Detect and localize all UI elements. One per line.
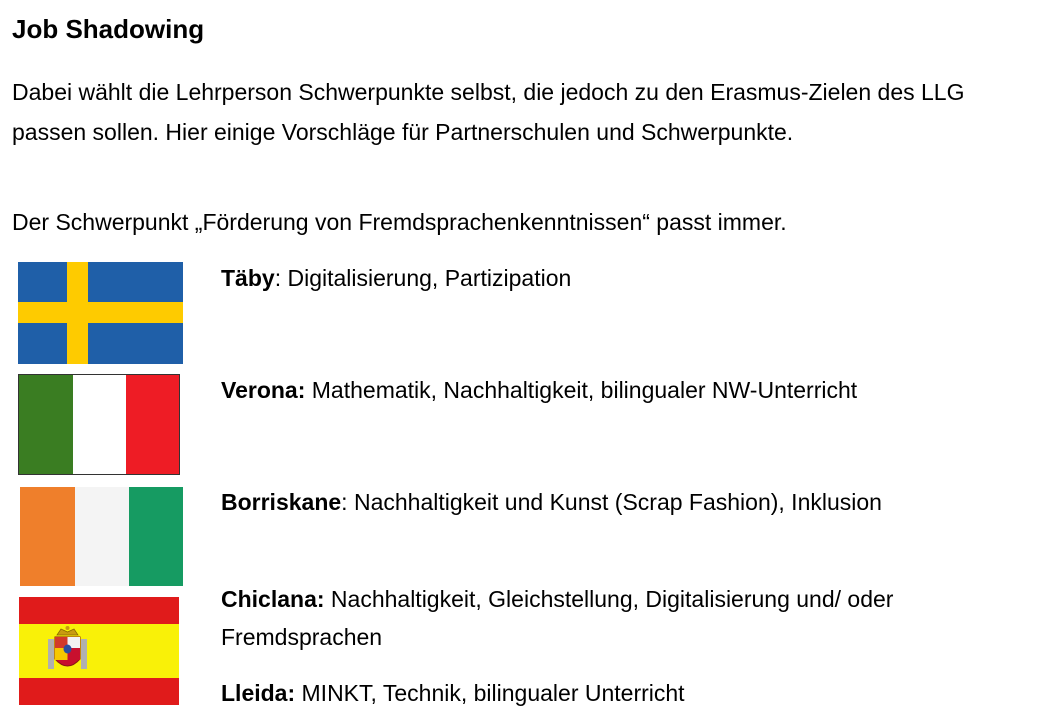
school-name: Lleida: (221, 680, 296, 706)
page-title: Job Shadowing (12, 14, 205, 44)
sweden-flag-icon (18, 262, 183, 364)
school-focus: Mathematik, Nachhaltigkeit, bilingualer NW-Unterricht (311, 377, 858, 403)
note-paragraph: Der Schwerpunkt „Förderung von Fremdsprachenkenntnissen“ passt immer. (12, 209, 787, 235)
school-name: Täby (221, 265, 275, 291)
intro-paragraph: Dabei wählt die Lehrperson Schwerpunkte selbst, die jedoch zu den Erasmus-Zielen des LLG passen sollen. Hier einige Vorschläge für Partnerschulen und Schwerpunkte. (12, 79, 965, 145)
ireland-flag-icon (20, 487, 183, 586)
school-focus: MINKT, Technik, bilingualer Unterricht (301, 680, 685, 706)
school-focus: Nachhaltigkeit, Gleichstellung, Digitalisierung und/ oder Fremdsprachen (221, 586, 894, 650)
spain-flag-icon (19, 597, 179, 705)
school-separator: : (274, 265, 288, 291)
school-item-taeby (221, 259, 1021, 297)
school-focus: Nachhaltigkeit und Kunst (Scrap Fashion), Inklusion (353, 489, 882, 515)
school-item-lleida (221, 674, 1021, 712)
school-focus: Digitalisierung, Partizipation (287, 265, 572, 291)
school-item-chiclana (221, 580, 1021, 656)
school-name: Chiclana: (221, 586, 325, 612)
school-item-borriskane (221, 483, 1021, 521)
italy-flag-icon (18, 374, 180, 475)
school-name: Verona: (221, 377, 306, 403)
school-separator: : (341, 489, 354, 515)
school-item-verona (221, 371, 1021, 409)
school-name: Borriskane (221, 489, 342, 515)
